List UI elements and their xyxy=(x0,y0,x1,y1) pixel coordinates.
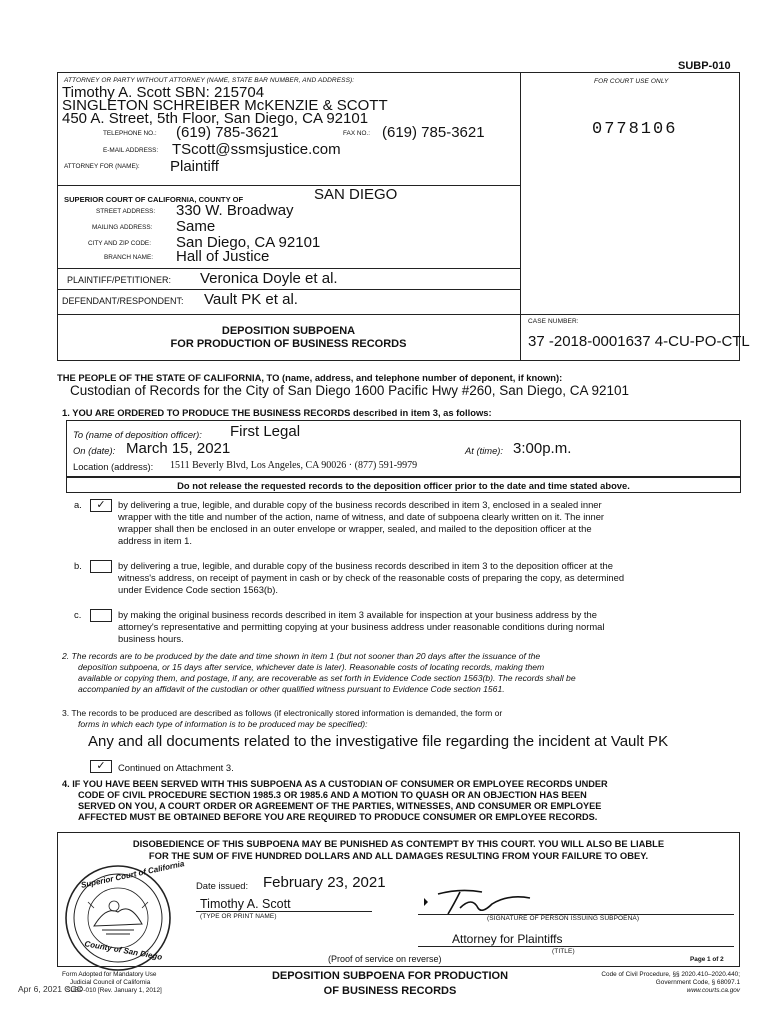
email-label: E-MAIL ADDRESS: xyxy=(103,147,159,154)
seal-text-bottom: County of San Diego xyxy=(83,939,163,962)
court-county: SAN DIEGO xyxy=(314,186,398,203)
mailing-label: MAILING ADDRESS: xyxy=(92,224,153,231)
location-label: Location (address): xyxy=(73,461,154,472)
type-name-label: (TYPE OR PRINT NAME) xyxy=(200,913,277,920)
footer-title-1: DEPOSITION SUBPOENA FOR PRODUCTION xyxy=(271,970,509,982)
attorney-for-label: ATTORNEY FOR (NAME): xyxy=(64,163,140,170)
opt-c-line-2: attorney's representative and permitting copying at your business address under reasonable conditions during normal xyxy=(118,621,605,632)
doc-title-1: DEPOSITION SUBPOENA xyxy=(221,325,356,337)
signature-label: (SIGNATURE OF PERSON ISSUING SUBPOENA) xyxy=(487,915,640,922)
date-value: March 15, 2021 xyxy=(126,440,231,457)
fax-label: FAX NO.: xyxy=(343,130,370,137)
city-label: CITY AND ZIP CODE: xyxy=(88,240,151,247)
footer-left-1: Form Adopted for Mandatory Use xyxy=(62,971,157,978)
defendant-value: Vault PK et al. xyxy=(204,291,298,308)
fax-value: (619) 785-3621 xyxy=(382,124,485,141)
opt-b-checkbox[interactable] xyxy=(90,560,112,573)
opt-a-line-3: wrapper shall then be enclosed in an outer envelope or wrapper, sealed, and mailed to the deposition officer at the xyxy=(118,523,592,534)
item3-line-1: 3. The records to be produced are described as follows (if electronically stored information is demanded, the form or xyxy=(62,708,503,718)
opt-b-line-2: witness's address, on receipt of payment in cash or by check of the reasonable costs of preparing the copy, as determined xyxy=(118,572,625,583)
item4-line-4: AFFECTED MUST BE OBTAINED BEFORE YOU ARE REQUIRED TO PRODUCE CONSUMER OR EMPLOYEE RECORDS. xyxy=(78,812,598,822)
street-value: 330 W. Broadway xyxy=(176,202,294,219)
opt-a-checkbox[interactable]: ✓ xyxy=(90,499,112,512)
item2-line-2: deposition subpoena, or 15 days after service, whichever date is later). Reasonable costs of locating records, making them xyxy=(78,662,545,672)
attorney-firm: SINGLETON SCHREIBER McKENZIE & SCOTT xyxy=(62,97,388,114)
attorney-address: 450 A. Street, 5th Floor, San Diego, CA 92101 xyxy=(62,110,369,127)
opt-b-line-3: under Evidence Code section 1563(b). xyxy=(118,584,278,595)
continued-checkbox[interactable]: ✓ xyxy=(90,760,112,773)
mailing-value: Same xyxy=(176,218,216,235)
court-use-label: FOR COURT USE ONLY xyxy=(594,78,669,85)
item2-line-4: accompanied by an affidavit of the custodian or other qualified witness pursuant to Evidence Code section 1561. xyxy=(78,684,505,694)
plaintiff-value: Veronica Doyle et al. xyxy=(200,270,338,287)
city-value: San Diego, CA 92101 xyxy=(176,234,321,251)
attorney-label: ATTORNEY OR PARTY WITHOUT ATTORNEY (NAME, STATE BAR NUMBER, AND ADDRESS): xyxy=(64,77,355,84)
time-label: At (time): xyxy=(465,445,504,456)
opt-a-line-1: by delivering a true, legible, and durable copy of the business records described in item 3, enclosed in a sealed inner xyxy=(118,499,602,510)
email-value: TScott@ssmsjustice.com xyxy=(172,141,341,158)
received-stamp: Apr 6, 2021 CCC xyxy=(18,984,83,994)
opt-b-label: b. xyxy=(74,560,82,571)
footer-right-1: Code of Civil Procedure, §§ 2020.410–2020.440; xyxy=(601,971,740,978)
officer-value: First Legal xyxy=(230,423,301,440)
opt-c-line-1: by making the original business records described in item 3 available for inspection at your business address by the xyxy=(118,609,597,620)
time-value: 3:00p.m. xyxy=(513,440,572,457)
attorney-for-value: Plaintiff xyxy=(170,158,219,175)
case-number-value: 37 -2018-0001637 4-CU-PO-CTL xyxy=(528,333,750,350)
opt-a-line-2: wrapper with the title and number of the action, name of witness, and date of subpoena clearly written on it. The inner xyxy=(118,511,605,522)
continued-text: Continued on Attachment 3. xyxy=(118,762,234,773)
date-label: On (date): xyxy=(73,445,116,456)
case-number-label: CASE NUMBER: xyxy=(528,318,579,325)
item2-line-3: available or copying them, and postage, if any, are recoverable as set forth in Evidence Code section 1563(b). The records shall be xyxy=(78,673,576,683)
title-label: (TITLE) xyxy=(552,948,575,955)
disobedience-line-2: FOR THE SUM OF FIVE HUNDRED DOLLARS AND ALL DAMAGES RESULTING FROM YOUR FAILURE TO OBEY. xyxy=(148,850,649,861)
proof-service: (Proof of service on reverse) xyxy=(328,954,442,964)
opt-c-label: c. xyxy=(74,609,82,620)
court-label: SUPERIOR COURT OF CALIFORNIA, COUNTY OF xyxy=(64,195,244,204)
form-id: SUBP-010 xyxy=(678,60,731,72)
attorney-name: Timothy A. Scott SBN: 215704 xyxy=(62,84,265,101)
telephone-label: TELEPHONE NO.: xyxy=(103,130,157,137)
location-value: 1511 Beverly Blvd, Los Angeles, CA 90026 · (877) 591-9979 xyxy=(170,460,418,471)
opt-b-line-1: by delivering a true, legible, and durable copy of the business records described in item 3 to the deposition officer at the xyxy=(118,560,613,571)
court-stamp-number: 0778106 xyxy=(592,120,678,139)
branch-value: Hall of Justice xyxy=(176,248,270,265)
deponent: Custodian of Records for the City of San Diego 1600 Pacific Hwy #260, San Diego, CA 92101 xyxy=(70,383,630,398)
people-line: THE PEOPLE OF THE STATE OF CALIFORNIA, TO (name, address, and telephone number of deponent, if known): xyxy=(57,372,563,383)
do-not-release: Do not release the requested records to the deposition officer prior to the date and time stated above. xyxy=(177,480,630,491)
footer-left-3: SUBP-010 [Rev. January 1, 2012] xyxy=(66,987,162,994)
street-label: STREET ADDRESS: xyxy=(96,208,156,215)
opt-c-checkbox[interactable] xyxy=(90,609,112,622)
seal-text-top: Superior Court of California xyxy=(80,859,186,890)
item4-line-3: SERVED ON YOU, A COURT ORDER OR AGREEMENT OF THE PARTIES, WITNESSES, AND CONSUMER OR EMPLOYEE xyxy=(78,801,602,811)
date-issued-value: February 23, 2021 xyxy=(263,874,386,891)
opt-a-line-4: address in item 1. xyxy=(118,535,192,546)
signer-title: Attorney for Plaintiffs xyxy=(452,932,563,946)
item4-line-1: 4. IF YOU HAVE BEEN SERVED WITH THIS SUBPOENA AS A CUSTODIAN OF CONSUMER OR EMPLOYEE RECORDS UNDER xyxy=(62,779,608,789)
branch-label: BRANCH NAME: xyxy=(104,254,154,261)
defendant-label: DEFENDANT/RESPONDENT: xyxy=(62,296,184,306)
plaintiff-label: PLAINTIFF/PETITIONER: xyxy=(67,275,172,285)
opt-a-label: a. xyxy=(74,499,82,510)
footer-right-2: Government Code, § 68097.1 xyxy=(655,979,740,986)
footer-title-2: OF BUSINESS RECORDS xyxy=(323,985,457,997)
telephone-value: (619) 785-3621 xyxy=(176,124,279,141)
footer-left-2: Judicial Council of California xyxy=(70,979,151,986)
page-label: Page 1 of 2 xyxy=(690,956,724,963)
officer-label: To (name of deposition officer): xyxy=(73,429,202,440)
doc-title-2: FOR PRODUCTION OF BUSINESS RECORDS xyxy=(170,338,407,350)
signer-name: Timothy A. Scott xyxy=(200,897,291,911)
item1-heading: 1. YOU ARE ORDERED TO PRODUCE THE BUSINESS RECORDS described in item 3, as follows: xyxy=(62,407,492,418)
footer-right-3[interactable]: www.courts.ca.gov xyxy=(686,987,740,994)
date-issued-label: Date issued: xyxy=(196,880,249,891)
item3-line-2: forms in which each type of information is to be produced may be specified): xyxy=(78,719,368,729)
disobedience-line-1: DISOBEDIENCE OF THIS SUBPOENA MAY BE PUNISHED AS CONTEMPT BY THIS COURT. YOU WILL ALSO BE LIABLE xyxy=(132,838,665,849)
records-description: Any and all documents related to the investigative file regarding the incident at Vault PK xyxy=(88,733,669,750)
item4-line-2: CODE OF CIVIL PROCEDURE SECTION 1985.3 OR 1985.6 AND A MOTION TO QUASH OR AN OBJECTION HAS BEEN xyxy=(78,790,587,800)
opt-c-line-3: business hours. xyxy=(118,633,184,644)
item2-line-1: 2. The records are to be produced by the date and time shown in item 1 (but not sooner than 20 days after the issuance of the xyxy=(62,651,541,661)
